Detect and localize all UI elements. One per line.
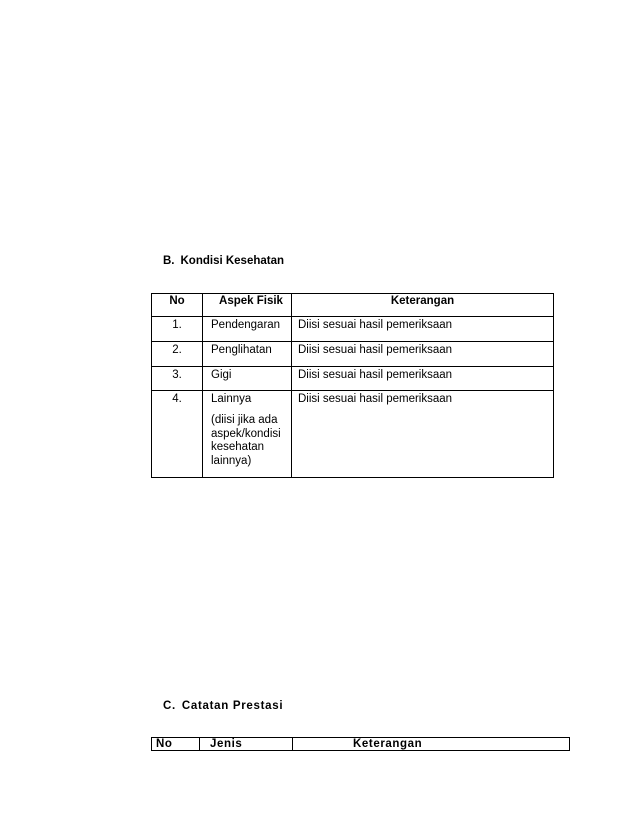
cell-keterangan (292, 342, 554, 367)
table-row (152, 342, 554, 367)
cell-aspek-text: Pendengaran (211, 319, 281, 331)
cell-aspek-note: (diisi jika ada aspek/kondisi kesehatan lainnya) (211, 414, 281, 467)
cell-keterangan (292, 317, 554, 342)
cell-aspek-text: Gigi (211, 369, 232, 381)
table-row (152, 391, 554, 478)
header-no-label: No (169, 295, 185, 307)
cell-aspek-text: Penglihatan (211, 344, 272, 356)
header-keterangan (293, 738, 570, 751)
cell-keterangan-text: Diisi sesuai hasil pemeriksaan (298, 393, 453, 405)
cell-no (152, 342, 203, 367)
cell-keterangan-text: Diisi sesuai hasil pemeriksaan (298, 369, 453, 381)
header-jenis-label: Jenis (210, 738, 243, 750)
cell-keterangan-text: Diisi sesuai hasil pemeriksaan (298, 344, 453, 356)
section-b-title: Kondisi Kesehatan (180, 255, 285, 267)
header-keterangan-label: Keterangan (353, 738, 423, 750)
table-row (152, 367, 554, 391)
cell-aspek-content (203, 391, 291, 468)
section-c-title: Catatan Prestasi (181, 700, 284, 712)
cell-no-text: 2. (172, 344, 182, 356)
table-header-row (152, 294, 554, 317)
section-c-heading (163, 699, 283, 713)
table-row (152, 317, 554, 342)
cell-keterangan (292, 367, 554, 391)
header-no (152, 738, 200, 751)
header-jenis (200, 738, 293, 751)
health-condition-table (151, 293, 554, 478)
header-no (152, 294, 203, 317)
cell-aspek (203, 317, 292, 342)
cell-aspek (203, 367, 292, 391)
header-keterangan-label: Keterangan (390, 295, 455, 307)
header-no-label: No (156, 738, 173, 750)
achievement-record-table (151, 737, 570, 751)
cell-aspek-text: Lainnya (211, 393, 252, 405)
table-header-row (152, 738, 570, 751)
section-c-letter: C. (163, 700, 176, 712)
cell-no-text: 4. (172, 393, 182, 405)
cell-keterangan-text: Diisi sesuai hasil pemeriksaan (298, 319, 453, 331)
cell-no (152, 391, 203, 478)
cell-no (152, 317, 203, 342)
cell-no-text: 1. (172, 319, 182, 331)
cell-no-text: 3. (172, 369, 182, 381)
header-keterangan (292, 294, 554, 317)
section-b-heading (163, 254, 284, 268)
cell-aspek (203, 391, 292, 478)
cell-no (152, 367, 203, 391)
header-aspek-fisik (203, 294, 292, 317)
section-b-letter: B. (163, 255, 175, 267)
cell-keterangan (292, 391, 554, 478)
cell-aspek (203, 342, 292, 367)
header-aspek-fisik-label: Aspek Fisik (219, 295, 283, 307)
